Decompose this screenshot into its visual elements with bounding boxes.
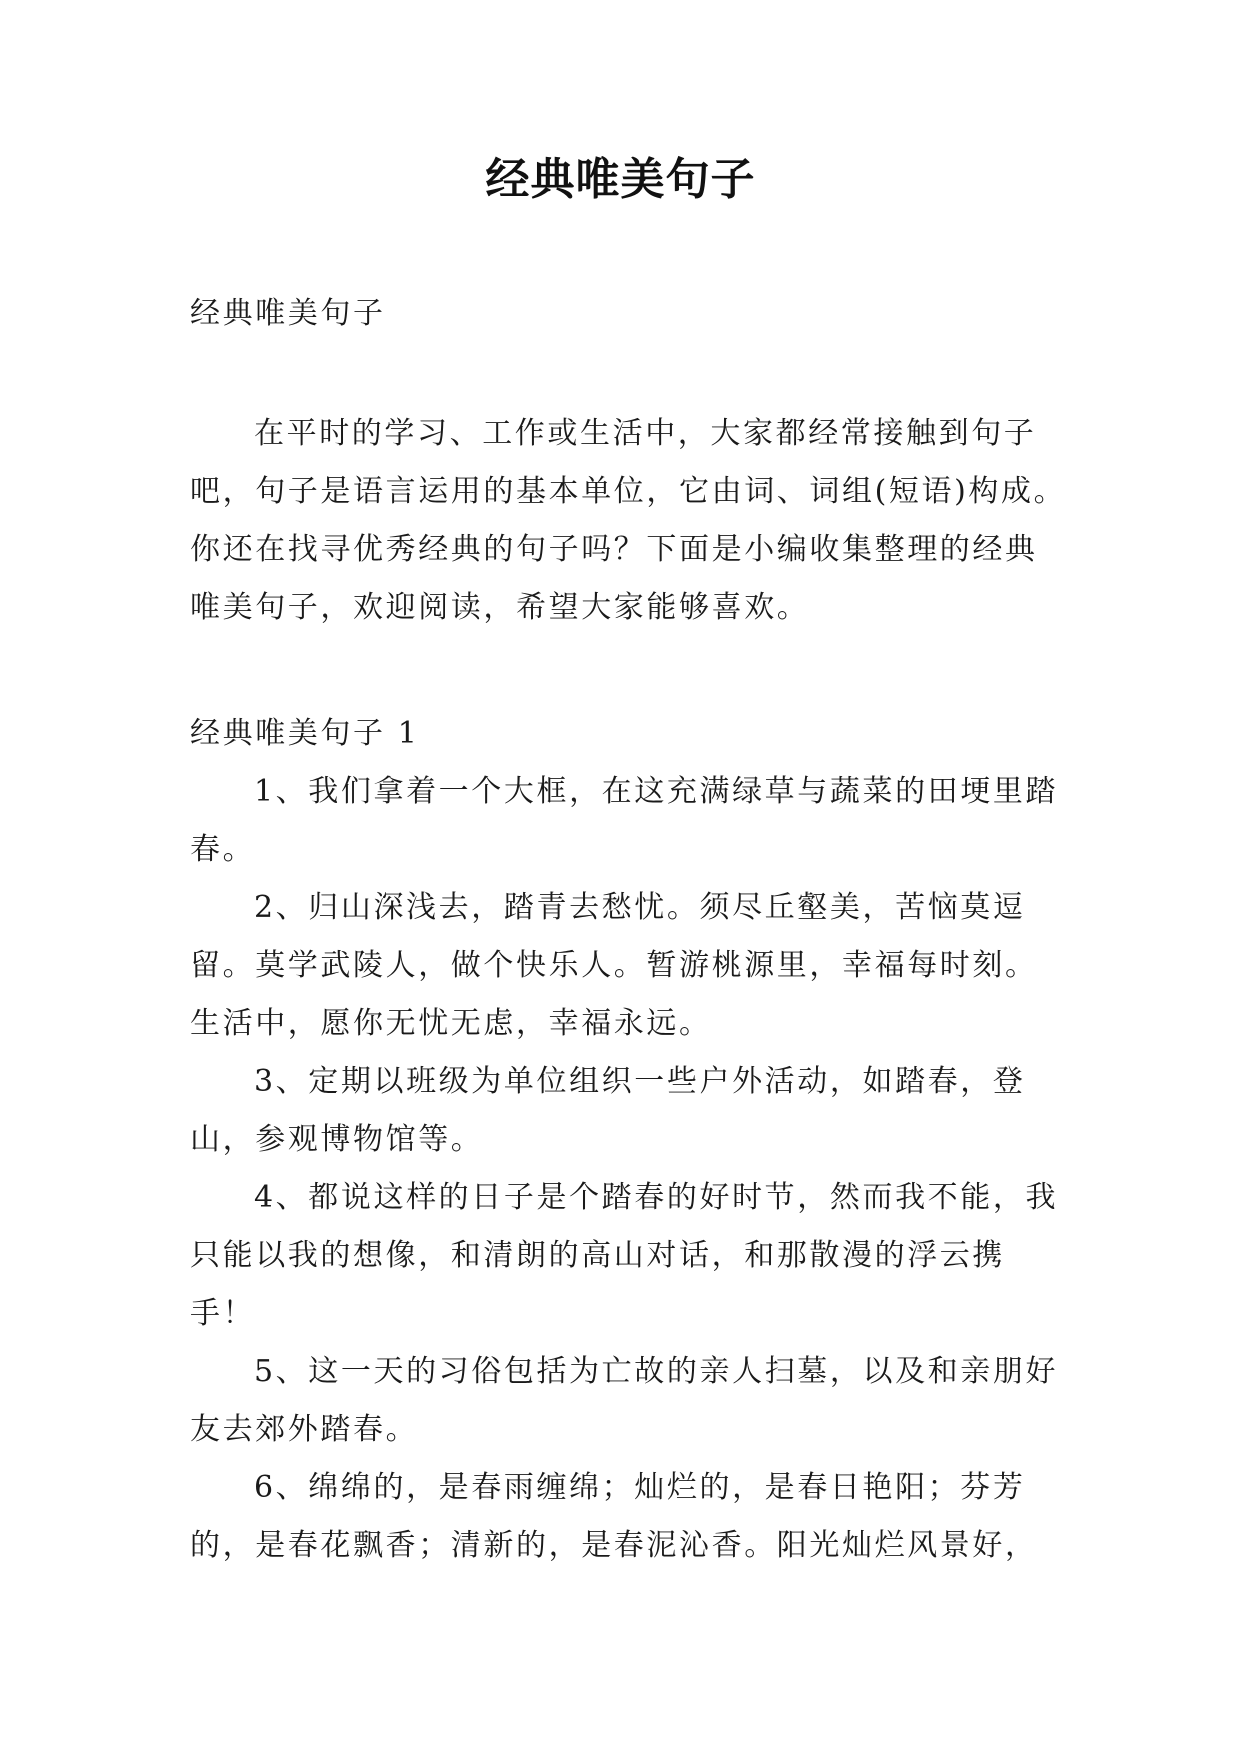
intro-paragraph: 在平时的学习、工作或生活中，大家都经常接触到句子吧，句子是语言运用的基本单位，它由词、词组(短语)构成。你还在找寻优秀经典的句子吗？下面是小编收集整理的经典唯美句子，欢迎阅读，希望大家能够喜欢。 xyxy=(190,416,1067,625)
section-heading: 经典唯美句子 1 xyxy=(190,716,420,751)
list-item-1: 1、我们拿着一个大框，在这充满绿草与蔬菜的田埂里踏春。 xyxy=(190,774,1059,867)
document-title: 经典唯美句子 xyxy=(485,154,756,205)
list-item-2: 2、归山深浅去，踏青去愁忧。须尽丘壑美，苦恼莫逗留。莫学武陵人，做个快乐人。暂游桃源里，幸福每时刻。生活中，愿你无忧无虑，幸福永远。 xyxy=(190,890,1038,1041)
list-item-5: 5、这一天的习俗包括为亡故的亲人扫墓，以及和亲朋好友去郊外踏春。 xyxy=(190,1354,1059,1447)
list-item-6: 6、绵绵的，是春雨缠绵；灿烂的，是春日艳阳；芬芳的，是春花飘香；清新的，是春泥沁香。阳光灿烂风景好， xyxy=(190,1470,1038,1563)
list-item-3: 3、定期以班级为单位组织一些户外活动，如踏春，登山，参观博物馆等。 xyxy=(190,1064,1026,1157)
document-subtitle: 经典唯美句子 xyxy=(190,296,386,331)
list-item-4: 4、都说这样的日子是个踏春的好时节，然而我不能，我只能以我的想像，和清朗的高山对话，和那散漫的浮云携手！ xyxy=(190,1180,1059,1331)
document-body xyxy=(190,285,1070,1575)
